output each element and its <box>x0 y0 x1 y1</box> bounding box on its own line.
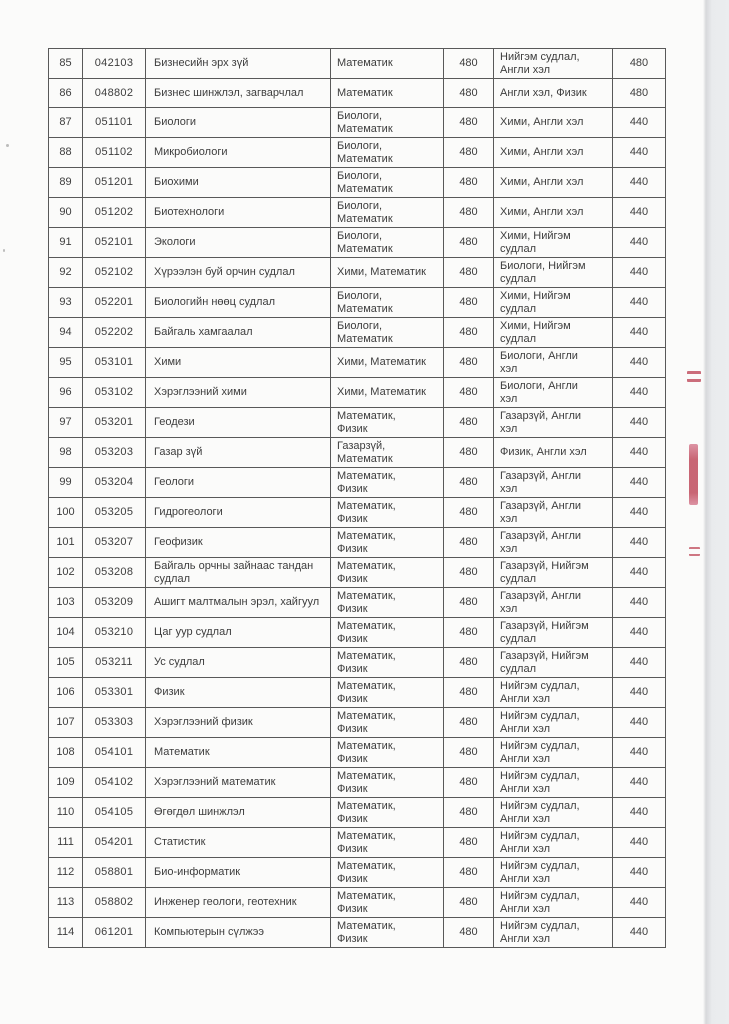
major-name-cell: Гидрогеологи <box>146 498 331 528</box>
major-name-cell: Инженер геологи, геотехник <box>146 888 331 918</box>
secondary-score-cell: 440 <box>613 528 666 558</box>
secondary-score-cell: 440 <box>613 738 666 768</box>
major-name-cell: Статистик <box>146 828 331 858</box>
secondary-score-cell: 440 <box>613 228 666 258</box>
primary-subjects-cell: Хими, Математик <box>331 378 444 408</box>
major-code-cell: 053101 <box>83 348 146 378</box>
major-name-cell: Хэрэглээний математик <box>146 768 331 798</box>
secondary-score-cell: 440 <box>613 258 666 288</box>
major-name-cell: Хими <box>146 348 331 378</box>
primary-score-cell: 480 <box>444 79 494 108</box>
table-row <box>49 738 666 768</box>
secondary-subjects-cell: Хими, Англи хэл <box>494 138 613 168</box>
primary-subjects-cell: Газарзүй, Математик <box>331 438 444 468</box>
primary-subjects-cell: Биологи, Математик <box>331 108 444 138</box>
major-name-cell: Физик <box>146 678 331 708</box>
scan-page-right-edge <box>703 0 729 1024</box>
major-code-cell: 053204 <box>83 468 146 498</box>
primary-subjects-cell: Математик, Физик <box>331 888 444 918</box>
secondary-subjects-cell: Нийгэм судлал, Англи хэл <box>494 738 613 768</box>
row-number-cell: 111 <box>49 828 83 858</box>
major-name-cell: Биотехнологи <box>146 198 331 228</box>
primary-score-cell: 480 <box>444 288 494 318</box>
table-row <box>49 678 666 708</box>
row-number-cell: 92 <box>49 258 83 288</box>
major-name-cell: Геодези <box>146 408 331 438</box>
table-row <box>49 318 666 348</box>
major-code-cell: 053205 <box>83 498 146 528</box>
major-name-cell: Математик <box>146 738 331 768</box>
secondary-score-cell: 440 <box>613 198 666 228</box>
row-number-cell: 88 <box>49 138 83 168</box>
major-name-cell: Өгөгдөл шинжлэл <box>146 798 331 828</box>
table-row <box>49 648 666 678</box>
major-code-cell: 052101 <box>83 228 146 258</box>
major-name-cell: Цаг уур судлал <box>146 618 331 648</box>
secondary-score-cell: 440 <box>613 888 666 918</box>
primary-subjects-cell: Математик, Физик <box>331 468 444 498</box>
major-code-cell: 053209 <box>83 588 146 618</box>
row-number-cell: 87 <box>49 108 83 138</box>
secondary-subjects-cell: Хими, Нийгэм судлал <box>494 288 613 318</box>
secondary-subjects-cell: Хими, Англи хэл <box>494 168 613 198</box>
primary-subjects-cell: Математик, Физик <box>331 798 444 828</box>
primary-subjects-cell: Математик, Физик <box>331 528 444 558</box>
row-number-cell: 114 <box>49 918 83 948</box>
table-row <box>49 708 666 738</box>
primary-score-cell: 480 <box>444 558 494 588</box>
row-number-cell: 108 <box>49 738 83 768</box>
primary-subjects-cell: Биологи, Математик <box>331 138 444 168</box>
secondary-subjects-cell: Физик, Англи хэл <box>494 438 613 468</box>
major-name-cell: Бизнес шинжлэл, загварчлал <box>146 79 331 108</box>
primary-subjects-cell: Математик, Физик <box>331 648 444 678</box>
primary-subjects-cell: Биологи, Математик <box>331 168 444 198</box>
row-number-cell: 107 <box>49 708 83 738</box>
major-code-cell: 054101 <box>83 738 146 768</box>
row-number-cell: 90 <box>49 198 83 228</box>
primary-score-cell: 480 <box>444 258 494 288</box>
primary-score-cell: 480 <box>444 108 494 138</box>
row-number-cell: 97 <box>49 408 83 438</box>
secondary-subjects-cell: Нийгэм судлал, Англи хэл <box>494 708 613 738</box>
row-number-cell: 105 <box>49 648 83 678</box>
table-row <box>49 528 666 558</box>
major-name-cell: Биологи <box>146 108 331 138</box>
primary-subjects-cell: Математик, Физик <box>331 408 444 438</box>
primary-score-cell: 480 <box>444 618 494 648</box>
table-row <box>49 438 666 468</box>
secondary-subjects-cell: Хими, Нийгэм судлал <box>494 318 613 348</box>
secondary-score-cell: 440 <box>613 468 666 498</box>
secondary-score-cell: 440 <box>613 288 666 318</box>
major-name-cell: Байгаль орчны зайнаас тандан судлал <box>146 558 331 588</box>
table-row <box>49 168 666 198</box>
primary-score-cell: 480 <box>444 858 494 888</box>
primary-subjects-cell: Математик <box>331 79 444 108</box>
table-row <box>49 79 666 108</box>
row-number-cell: 86 <box>49 79 83 108</box>
table-row <box>49 588 666 618</box>
primary-score-cell: 480 <box>444 348 494 378</box>
major-name-cell: Био-информатик <box>146 858 331 888</box>
primary-score-cell: 480 <box>444 918 494 948</box>
secondary-subjects-cell: Нийгэм судлал, Англи хэл <box>494 49 613 79</box>
table-row <box>49 858 666 888</box>
primary-subjects-cell: Математик <box>331 49 444 79</box>
table-row <box>49 918 666 948</box>
primary-subjects-cell: Математик, Физик <box>331 918 444 948</box>
major-name-cell: Микробиологи <box>146 138 331 168</box>
table-row <box>49 888 666 918</box>
secondary-subjects-cell: Газарзүй, Англи хэл <box>494 588 613 618</box>
row-number-cell: 106 <box>49 678 83 708</box>
major-code-cell: 053207 <box>83 528 146 558</box>
secondary-subjects-cell: Газарзүй, Англи хэл <box>494 498 613 528</box>
major-code-cell: 053301 <box>83 678 146 708</box>
row-number-cell: 85 <box>49 49 83 79</box>
secondary-score-cell: 440 <box>613 318 666 348</box>
secondary-score-cell: 440 <box>613 768 666 798</box>
major-code-cell: 053208 <box>83 558 146 588</box>
primary-score-cell: 480 <box>444 378 494 408</box>
row-number-cell: 89 <box>49 168 83 198</box>
primary-score-cell: 480 <box>444 498 494 528</box>
major-code-cell: 051101 <box>83 108 146 138</box>
secondary-subjects-cell: Англи хэл, Физик <box>494 79 613 108</box>
secondary-score-cell: 480 <box>613 49 666 79</box>
major-code-cell: 058801 <box>83 858 146 888</box>
secondary-score-cell: 440 <box>613 678 666 708</box>
row-number-cell: 110 <box>49 798 83 828</box>
major-name-cell: Хэрэглээний хими <box>146 378 331 408</box>
major-code-cell: 061201 <box>83 918 146 948</box>
secondary-score-cell: 440 <box>613 348 666 378</box>
major-name-cell: Биологийн нөөц судлал <box>146 288 331 318</box>
major-code-cell: 052102 <box>83 258 146 288</box>
secondary-subjects-cell: Газарзүй, Англи хэл <box>494 528 613 558</box>
primary-subjects-cell: Биологи, Математик <box>331 228 444 258</box>
secondary-score-cell: 440 <box>613 558 666 588</box>
secondary-score-cell: 480 <box>613 79 666 108</box>
major-code-cell: 052202 <box>83 318 146 348</box>
row-number-cell: 96 <box>49 378 83 408</box>
major-name-cell: Экологи <box>146 228 331 258</box>
row-number-cell: 100 <box>49 498 83 528</box>
table-row <box>49 258 666 288</box>
major-code-cell: 054201 <box>83 828 146 858</box>
primary-score-cell: 480 <box>444 49 494 79</box>
secondary-subjects-cell: Нийгэм судлал, Англи хэл <box>494 678 613 708</box>
primary-score-cell: 480 <box>444 528 494 558</box>
primary-score-cell: 480 <box>444 228 494 258</box>
major-code-cell: 053211 <box>83 648 146 678</box>
major-name-cell: Газар зүй <box>146 438 331 468</box>
table-row <box>49 378 666 408</box>
scan-speck <box>3 249 5 252</box>
major-code-cell: 053102 <box>83 378 146 408</box>
primary-subjects-cell: Математик, Физик <box>331 708 444 738</box>
secondary-score-cell: 440 <box>613 498 666 528</box>
row-number-cell: 104 <box>49 618 83 648</box>
primary-subjects-cell: Хими, Математик <box>331 348 444 378</box>
primary-subjects-cell: Математик, Физик <box>331 558 444 588</box>
row-number-cell: 99 <box>49 468 83 498</box>
secondary-subjects-cell: Хими, Нийгэм судлал <box>494 228 613 258</box>
primary-score-cell: 480 <box>444 318 494 348</box>
primary-subjects-cell: Математик, Физик <box>331 678 444 708</box>
row-number-cell: 102 <box>49 558 83 588</box>
primary-score-cell: 480 <box>444 798 494 828</box>
major-code-cell: 054105 <box>83 798 146 828</box>
table-row <box>49 798 666 828</box>
primary-subjects-cell: Биологи, Математик <box>331 288 444 318</box>
major-name-cell: Хэрэглээний физик <box>146 708 331 738</box>
secondary-score-cell: 440 <box>613 408 666 438</box>
major-code-cell: 053210 <box>83 618 146 648</box>
primary-score-cell: 480 <box>444 828 494 858</box>
secondary-score-cell: 440 <box>613 648 666 678</box>
row-number-cell: 113 <box>49 888 83 918</box>
row-number-cell: 91 <box>49 228 83 258</box>
table-row <box>49 49 666 79</box>
primary-score-cell: 480 <box>444 648 494 678</box>
major-name-cell: Ашигт малтмалын эрэл, хайгуул <box>146 588 331 618</box>
secondary-subjects-cell: Биологи, Англи хэл <box>494 378 613 408</box>
secondary-subjects-cell: Биологи, Англи хэл <box>494 348 613 378</box>
primary-score-cell: 480 <box>444 468 494 498</box>
row-number-cell: 94 <box>49 318 83 348</box>
table-row <box>49 108 666 138</box>
major-code-cell: 053203 <box>83 438 146 468</box>
primary-score-cell: 480 <box>444 438 494 468</box>
secondary-subjects-cell: Газарзүй, Англи хэл <box>494 408 613 438</box>
secondary-subjects-cell: Нийгэм судлал, Англи хэл <box>494 798 613 828</box>
secondary-score-cell: 440 <box>613 138 666 168</box>
red-annotation-double-line-top <box>687 371 701 382</box>
primary-subjects-cell: Математик, Физик <box>331 498 444 528</box>
table-row <box>49 348 666 378</box>
secondary-subjects-cell: Хими, Англи хэл <box>494 108 613 138</box>
secondary-subjects-cell: Газарзүй, Нийгэм судлал <box>494 558 613 588</box>
table-row <box>49 228 666 258</box>
secondary-score-cell: 440 <box>613 798 666 828</box>
primary-subjects-cell: Биологи, Математик <box>331 198 444 228</box>
table-row <box>49 468 666 498</box>
table-row <box>49 198 666 228</box>
red-annotation-double-line-bottom <box>689 547 700 556</box>
secondary-subjects-cell: Нийгэм судлал, Англи хэл <box>494 828 613 858</box>
secondary-subjects-cell: Нийгэм судлал, Англи хэл <box>494 888 613 918</box>
primary-subjects-cell: Математик, Физик <box>331 588 444 618</box>
major-code-cell: 052201 <box>83 288 146 318</box>
primary-score-cell: 480 <box>444 738 494 768</box>
primary-score-cell: 480 <box>444 198 494 228</box>
secondary-subjects-cell: Газарзүй, Нийгэм судлал <box>494 618 613 648</box>
table-row <box>49 408 666 438</box>
primary-score-cell: 480 <box>444 708 494 738</box>
primary-score-cell: 480 <box>444 168 494 198</box>
major-name-cell: Хүрээлэн буй орчин судлал <box>146 258 331 288</box>
primary-subjects-cell: Математик, Физик <box>331 828 444 858</box>
row-number-cell: 93 <box>49 288 83 318</box>
primary-score-cell: 480 <box>444 768 494 798</box>
major-name-cell: Ус судлал <box>146 648 331 678</box>
major-name-cell: Геофизик <box>146 528 331 558</box>
major-code-cell: 051201 <box>83 168 146 198</box>
secondary-score-cell: 440 <box>613 708 666 738</box>
secondary-subjects-cell: Хими, Англи хэл <box>494 198 613 228</box>
row-number-cell: 98 <box>49 438 83 468</box>
primary-subjects-cell: Математик, Физик <box>331 738 444 768</box>
secondary-subjects-cell: Нийгэм судлал, Англи хэл <box>494 858 613 888</box>
table-row <box>49 288 666 318</box>
red-annotation-vertical-bar <box>689 444 698 505</box>
table-row <box>49 768 666 798</box>
admissions-table-body <box>49 49 666 948</box>
row-number-cell: 112 <box>49 858 83 888</box>
secondary-subjects-cell: Газарзүй, Нийгэм судлал <box>494 648 613 678</box>
primary-subjects-cell: Математик, Физик <box>331 858 444 888</box>
major-code-cell: 042103 <box>83 49 146 79</box>
major-name-cell: Бизнесийн эрх зүй <box>146 49 331 79</box>
primary-subjects-cell: Биологи, Математик <box>331 318 444 348</box>
table-row <box>49 618 666 648</box>
major-code-cell: 053201 <box>83 408 146 438</box>
secondary-score-cell: 440 <box>613 618 666 648</box>
table-row <box>49 498 666 528</box>
table-row <box>49 558 666 588</box>
row-number-cell: 103 <box>49 588 83 618</box>
major-code-cell: 053303 <box>83 708 146 738</box>
major-code-cell: 048802 <box>83 79 146 108</box>
secondary-score-cell: 440 <box>613 108 666 138</box>
table-row <box>49 138 666 168</box>
primary-score-cell: 480 <box>444 408 494 438</box>
major-name-cell: Компьютерын сүлжээ <box>146 918 331 948</box>
secondary-score-cell: 440 <box>613 918 666 948</box>
major-name-cell: Байгаль хамгаалал <box>146 318 331 348</box>
major-name-cell: Биохими <box>146 168 331 198</box>
secondary-subjects-cell: Газарзүй, Англи хэл <box>494 468 613 498</box>
major-code-cell: 058802 <box>83 888 146 918</box>
primary-subjects-cell: Математик, Физик <box>331 768 444 798</box>
secondary-score-cell: 440 <box>613 168 666 198</box>
row-number-cell: 101 <box>49 528 83 558</box>
primary-subjects-cell: Хими, Математик <box>331 258 444 288</box>
primary-score-cell: 480 <box>444 678 494 708</box>
secondary-score-cell: 440 <box>613 858 666 888</box>
primary-subjects-cell: Математик, Физик <box>331 618 444 648</box>
secondary-score-cell: 440 <box>613 378 666 408</box>
major-name-cell: Геологи <box>146 468 331 498</box>
secondary-subjects-cell: Нийгэм судлал, Англи хэл <box>494 768 613 798</box>
secondary-score-cell: 440 <box>613 438 666 468</box>
primary-score-cell: 480 <box>444 138 494 168</box>
primary-score-cell: 480 <box>444 888 494 918</box>
major-code-cell: 051102 <box>83 138 146 168</box>
scan-speck <box>6 144 9 147</box>
secondary-subjects-cell: Нийгэм судлал, Англи хэл <box>494 918 613 948</box>
secondary-score-cell: 440 <box>613 588 666 618</box>
secondary-subjects-cell: Биологи, Нийгэм судлал <box>494 258 613 288</box>
major-code-cell: 054102 <box>83 768 146 798</box>
primary-score-cell: 480 <box>444 588 494 618</box>
table-row <box>49 828 666 858</box>
row-number-cell: 95 <box>49 348 83 378</box>
row-number-cell: 109 <box>49 768 83 798</box>
major-code-cell: 051202 <box>83 198 146 228</box>
secondary-score-cell: 440 <box>613 828 666 858</box>
admissions-majors-table <box>48 48 666 948</box>
